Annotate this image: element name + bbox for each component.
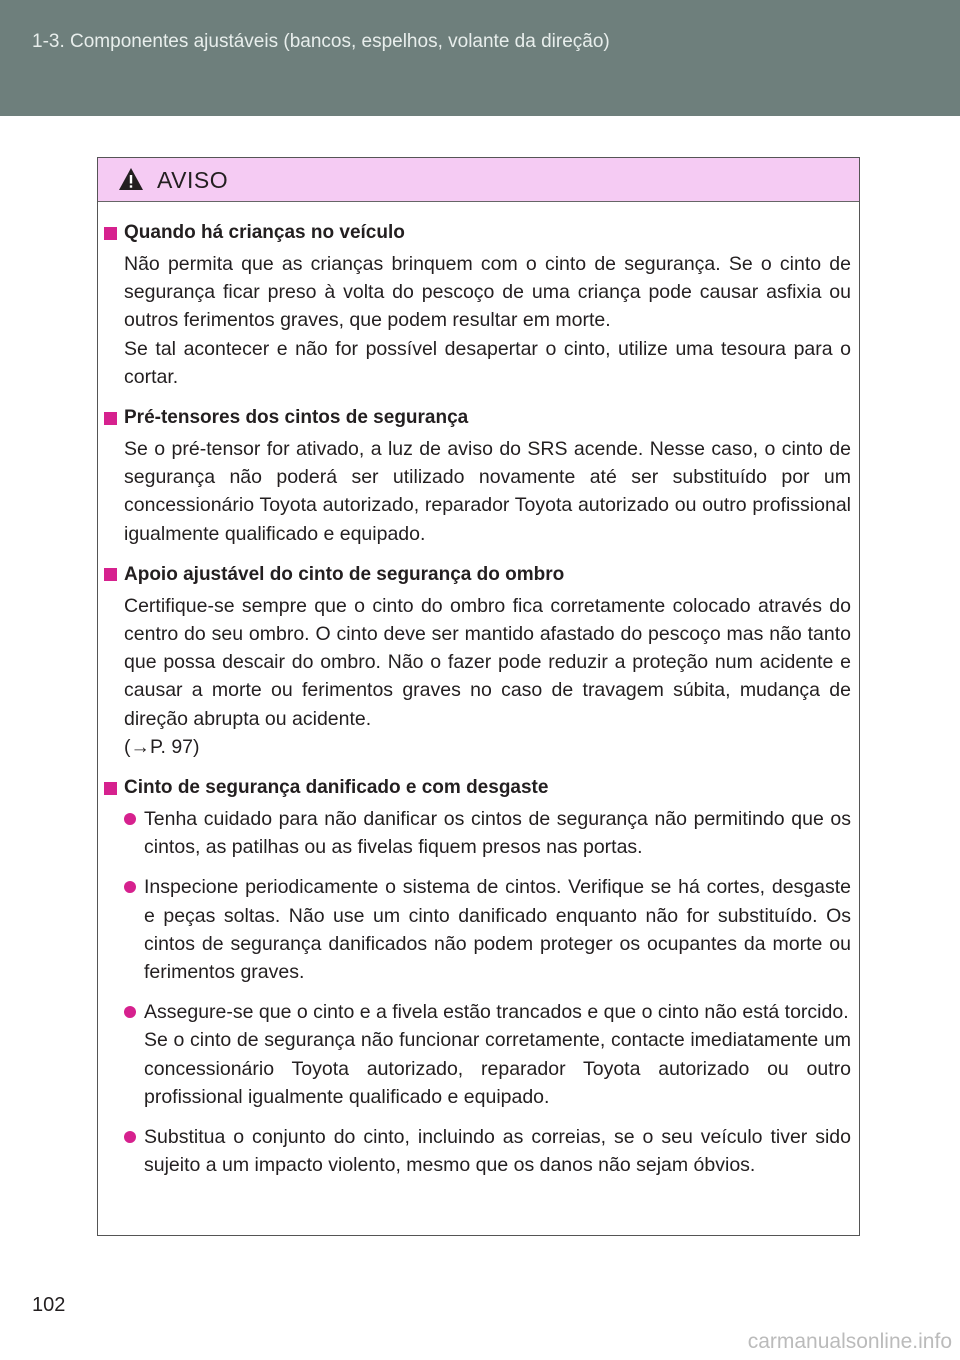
square-bullet-icon [104,568,117,581]
circle-bullet-icon [124,881,136,893]
section-heading [104,562,851,588]
section-heading-text: Pré-tensores dos cintos de segurança [124,407,469,429]
section-paragraph: Certifique-se sempre que o cinto do ombro fica corretamente colocado através do centro do seu ombro. O cinto deve ser mantido afastado do pescoço mas não tanto que possa descair do ombro. Não o fazer pode reduzir a proteção num acidente e causar a morte ou ferimentos graves no caso de travagem súbita, mudança de direção abrupta ou acidente. [124,594,851,730]
section-damaged-belts [104,775,851,1179]
section-pretensioners [104,405,851,548]
list-item-content [144,998,851,1111]
list-item [124,805,851,861]
list-item-text: Substitua o conjunto do cinto, incluindo as correias, se o seu veículo tiver sido sujeito a um impacto violento, mesmo que os danos não sejam óbvios. [144,1126,851,1177]
section-children [104,220,851,391]
square-bullet-icon [104,412,117,425]
warning-box [97,157,860,1236]
warning-title: AVISO [157,167,229,193]
chapter-header [0,0,960,116]
section-heading [104,775,851,801]
section-heading-text: Quando há crianças no veículo [124,222,405,243]
warning-triangle-icon [118,167,144,191]
section-heading [104,220,851,246]
circle-bullet-icon [124,813,136,825]
circle-bullet-icon [124,1006,136,1018]
section-heading [104,405,851,431]
section-heading-text: Cinto de segurança danificado e com desgaste [124,777,549,799]
section-shoulder-anchor [104,562,851,761]
page-number: 102 [32,1294,66,1316]
square-bullet-icon [104,782,117,795]
section-paragraph: Não permita que as crianças brinquem com o cinto de segurança. Se o cinto de segurança ficar preso à volta do pescoço de uma criança pode causar asfixia ou outros ferimentos graves, que podem resultar em morte. [124,253,851,332]
list-item-text: Inspecione periodicamente o sistema de cintos. Verifique se há cortes, desgaste e peças soltas. Não use um cinto danificado enquanto não for substituído. Os cintos de segurança danificados não podem proteger os ocupantes da morte ou ferimentos graves. [144,876,851,984]
warning-body [98,202,859,1179]
section-paragraph: Se tal acontecer e não for possível desapertar o cinto, utilize uma tesoura para o cortar. [124,337,851,388]
watermark: carmanualsonline.info [747,1330,952,1353]
section-paragraph: Se o pré-tensor for ativado, a luz de aviso do SRS acende. Nesse caso, o cinto de segurança não poderá ser utilizado novamente até ser substituído por um concessionário Toyota autorizado, reparador Toyota autorizado ou outro profissional igualmente qualificado e equipado. [124,438,851,545]
circle-bullet-icon [124,1131,136,1143]
section-heading-text: Apoio ajustável do cinto de segurança do ombro [124,563,565,585]
warning-header [98,158,859,202]
list-item [124,873,851,986]
list-item-text: Tenha cuidado para não danificar os cintos de segurança não permitindo que os cintos, as patilhas ou as fivelas fiquem presos nas portas. [144,808,851,859]
list-item-continuation: Se o cinto de segurança não funcionar corretamente, contacte imediatamente um concessionário Toyota autorizado, reparador Toyota autorizado ou outro profissional igualmente qualificado e equipado. [144,1029,851,1108]
list-item-text: Assegure-se que o cinto e a fivela estão trancados e que o cinto não está torcido. [144,1001,849,1024]
square-bullet-icon [104,227,117,240]
page-reference: (→P. 97) [124,735,200,758]
list-item [124,998,851,1111]
list-item [124,1123,851,1179]
chapter-title: 1-3. Componentes ajustáveis (bancos, espelhos, volante da direção) [32,31,610,52]
